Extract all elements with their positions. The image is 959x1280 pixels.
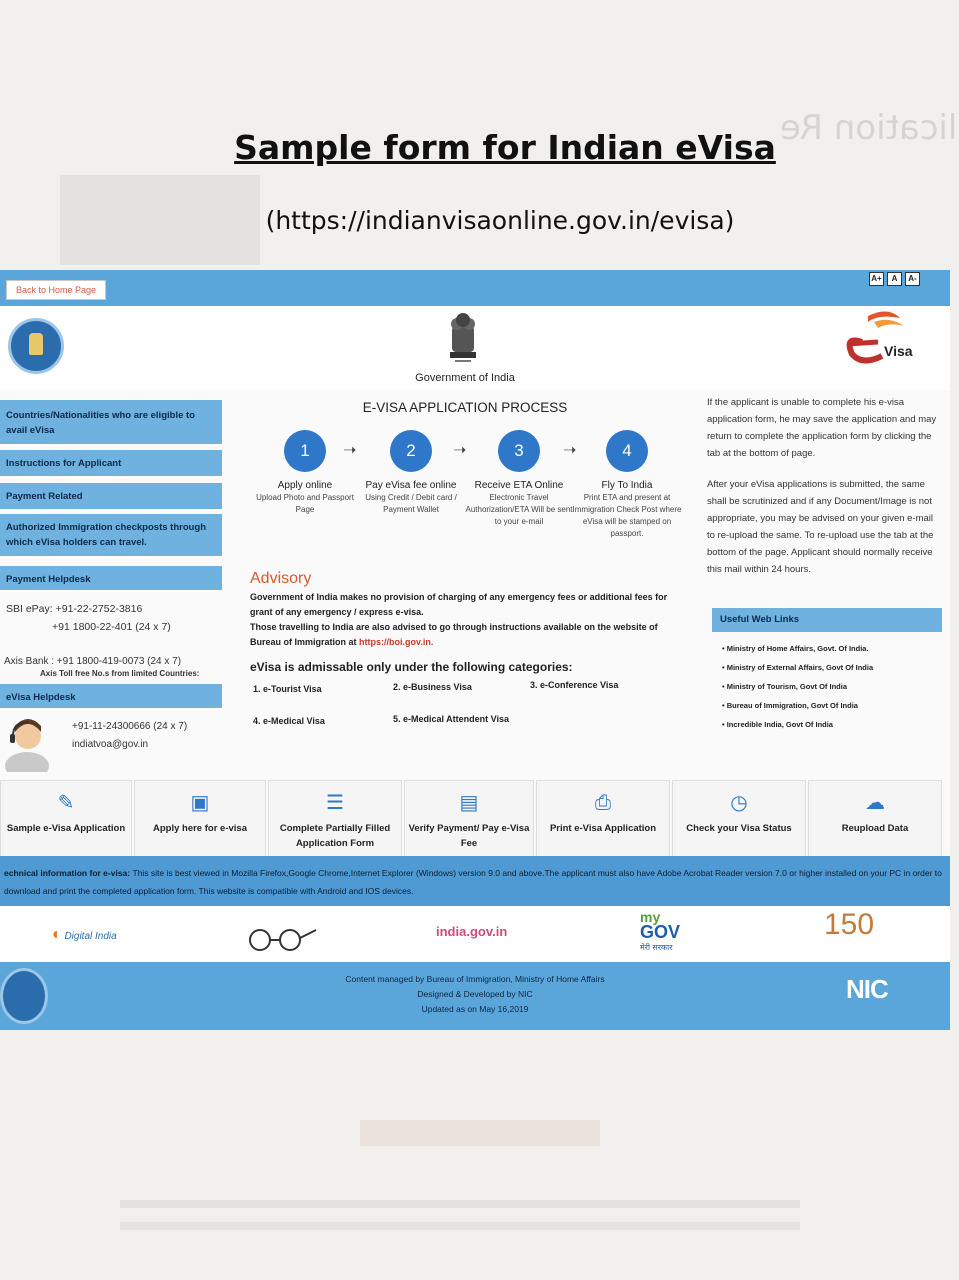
helpdesk-email[interactable]: indiatvoa@gov.in — [72, 739, 149, 750]
swachh-bharat-glasses-icon[interactable] — [246, 928, 318, 952]
footer — [0, 962, 950, 1030]
digital-india-logo[interactable] — [52, 926, 117, 944]
footer-content-managed: Content managed by Bureau of Immigration, Ministry of Home Affairs — [345, 974, 605, 984]
tile-label: Sample e-Visa Application — [6, 823, 126, 834]
step-number: 2 — [390, 430, 432, 472]
tile-label: Complete Partially Filled Application Form — [279, 823, 391, 849]
document-title: Sample form for Indian eVisa — [234, 128, 776, 167]
category-medical: 4. e-Medical Visa — [253, 716, 325, 726]
technical-info-heading: echnical information for e-visa: — [4, 868, 131, 878]
show-through-block — [120, 1200, 800, 1208]
150-years-logo[interactable]: 150 — [824, 908, 875, 941]
mygov-gov: GOV — [640, 922, 681, 942]
footer-designed-by: Designed & Developed by NIC — [417, 989, 533, 999]
process-step-2 — [356, 430, 466, 516]
sidebar-item-payment-helpdesk[interactable]: Payment Helpdesk — [0, 566, 222, 592]
step-title: Receive ETA Online — [474, 480, 564, 491]
tile-visa-status[interactable] — [672, 780, 806, 858]
show-through-text: lication Re — [780, 108, 958, 148]
document-edit-icon: ☰ — [326, 792, 344, 814]
printer-icon: ⎙ — [595, 792, 611, 814]
evisa-logo-icon — [838, 308, 922, 366]
useful-link-boi[interactable]: • Bureau of Immigration, Govt Of India — [722, 701, 873, 720]
reupload-note: After your eVisa applications is submitted, the same shall be scrutinized and if any Document/Image is not appropriate, you may be advised on your given e-mail to re-upload the same. To re-upload use the tab at the bottom of the page. Applicant should normally receive this mail within 24 hours. — [707, 479, 934, 575]
advisory-line-1: Government of India makes no provision of charging of any emergency fees or additional fees for grant of any emergency / express e-visa. — [250, 592, 668, 617]
back-to-home-button[interactable]: Back to Home Page — [6, 280, 106, 300]
sidebar-item-evisa-helpdesk[interactable]: eVisa Helpdesk — [0, 684, 222, 710]
tile-label: Print e-Visa Application — [549, 823, 657, 834]
monitor-icon: ▣ — [190, 792, 210, 814]
axis-bank-phone: Axis Bank : +91 1800-419-0073 (24 x 7) — [4, 656, 182, 667]
step-description: Using Credit / Debit card / Payment Wallet — [365, 493, 457, 514]
digital-india-icon: ◐ — [52, 926, 62, 943]
form-pencil-icon: ✎ — [57, 792, 75, 814]
immigration-emblem-icon — [8, 318, 64, 374]
tile-complete-partial[interactable] — [268, 780, 402, 858]
tile-label: Verify Payment/ Pay e-Visa Fee — [408, 823, 530, 849]
helpdesk-phone: +91-11-24300666 (24 x 7) — [72, 721, 188, 732]
footer-text — [280, 972, 670, 1017]
action-tiles — [0, 780, 950, 858]
tile-reupload-data[interactable] — [808, 780, 942, 858]
step-title: Apply online — [277, 480, 333, 491]
footer-updated-date: Updated as on May 16,2019 — [421, 1004, 529, 1014]
evisa-page — [0, 270, 950, 1030]
footer-emblem-icon — [0, 968, 48, 1024]
tile-label: Apply here for e-visa — [153, 823, 247, 834]
tile-sample-evisa[interactable] — [0, 780, 132, 858]
font-size-controls — [869, 272, 920, 286]
arrow-icon: ➝ — [563, 442, 577, 459]
sbi-epay-tollfree: +91 1800-22-401 (24 x 7) — [52, 621, 171, 633]
mygov-logo[interactable] — [640, 910, 680, 955]
useful-link-incredible-india[interactable]: • Incredible India, Govt Of India — [722, 720, 873, 739]
digital-india-label: Digital India — [64, 931, 117, 942]
save-application-note: If the applicant is unable to complete his e-visa application form, he may save the application and may return to complete the application form by clicking the tab at the bottom of page. — [707, 397, 937, 459]
step-number: 1 — [284, 430, 326, 472]
category-business: 2. e-Business Visa — [393, 682, 472, 692]
useful-links-heading: Useful Web Links — [712, 608, 942, 632]
government-of-india-label: Government of India — [415, 372, 515, 384]
useful-link-mha[interactable]: • Ministry of Home Affairs, Govt. Of India. — [722, 644, 873, 663]
ashoka-emblem-icon — [446, 310, 480, 364]
tile-print-evisa[interactable] — [536, 780, 670, 858]
cloud-upload-icon: ☁ — [865, 792, 885, 814]
top-bar — [0, 270, 950, 306]
mygov-hindi: मेरी सरकार — [640, 943, 673, 952]
arrow-icon: ➝ — [453, 442, 467, 459]
advisory-title: Advisory — [250, 570, 312, 587]
advisory-text — [250, 590, 680, 650]
clock-icon: ◷ — [730, 792, 748, 814]
useful-link-tourism[interactable]: • Ministry of Tourism, Govt Of India — [722, 682, 873, 701]
helpdesk-avatar-icon — [4, 714, 50, 772]
step-title: Fly To India — [601, 480, 653, 491]
show-through-block — [60, 175, 260, 265]
nic-logo[interactable]: NIC — [846, 974, 888, 1004]
step-description: Electronic Travel Authorization/ETA Will be sent to your e-mail — [465, 493, 573, 526]
sidebar-item-payment-related[interactable]: Payment Related — [0, 483, 222, 511]
technical-info-text: This site is best viewed in Mozilla Firefox,Google Chrome,Internet Explorer (Windows) version 9.0 and above.The applicant must also have Adobe Acrobat Reader version 7.0 or higher installed on your PC in order to download and print the completed application form. This website is compatible with Android and IOS devices. — [4, 868, 942, 896]
show-through-block — [120, 1222, 800, 1230]
india-gov-logo[interactable]: india.gov.in — [436, 924, 508, 939]
font-normal-button[interactable]: A — [887, 272, 902, 286]
process-title: E-VISA APPLICATION PROCESS — [362, 400, 568, 415]
evisa-brand-text: Visa — [884, 343, 913, 359]
useful-links-list — [722, 644, 873, 739]
step-description: Print ETA and present at Immigration Check Post where eVisa will be stamped on passport. — [572, 493, 682, 538]
mygov-my: my — [640, 909, 661, 925]
document-icon: ▤ — [459, 792, 479, 814]
step-title: Pay eVisa fee online — [365, 480, 457, 491]
step-number: 4 — [606, 430, 648, 472]
tile-label: Reupload Data — [841, 823, 909, 834]
sbi-epay-phone: SBI ePay: +91-22-2752-3816 — [6, 603, 143, 615]
process-step-3 — [464, 430, 577, 528]
tile-label: Check your Visa Status — [686, 823, 792, 834]
advisory-line-2-text: Those travelling to India are also advised to go through instructions available on the website of Bureau of Immigration at — [250, 622, 658, 647]
tile-apply-evisa[interactable] — [134, 780, 266, 858]
arrow-icon: ➝ — [343, 442, 357, 459]
category-tourist: 1. e-Tourist Visa — [253, 684, 322, 694]
sidebar-item-instructions[interactable]: Instructions for Applicant — [0, 450, 222, 478]
categories-heading: eVisa is admissable only under the following categories: — [250, 660, 573, 674]
step-number: 3 — [498, 430, 540, 472]
tile-verify-payment[interactable] — [404, 780, 534, 858]
boi-link[interactable]: https://boi.gov.in. — [359, 637, 434, 647]
category-conference: 3. e-Conference Visa — [530, 680, 619, 690]
font-increase-button[interactable]: A+ — [869, 272, 884, 286]
document-url-caption: (https://indianvisaonline.gov.in/evisa) — [265, 206, 735, 235]
process-step-4 — [572, 430, 682, 540]
useful-link-mea[interactable]: • Ministry of External Affairs, Govt Of India — [722, 663, 873, 682]
step-description: Upload Photo and Passport Page — [256, 493, 354, 514]
category-medical-attendant: 5. e-Medical Attendent Visa — [393, 714, 510, 724]
show-through-block — [360, 1120, 600, 1146]
technical-info-bar — [0, 856, 950, 906]
partner-logos — [0, 906, 950, 962]
advisory-line-2 — [250, 620, 680, 650]
axis-tollfree-note: Axis Toll free No.s from limited Countries: — [40, 669, 200, 678]
sidebar-item-checkposts[interactable]: Authorized Immigration checkposts through which eVisa holders can travel. — [0, 514, 222, 558]
sidebar-item-eligible-countries[interactable]: Countries/Nationalities who are eligible to avail eVisa — [0, 400, 222, 446]
font-decrease-button[interactable]: A- — [905, 272, 920, 286]
